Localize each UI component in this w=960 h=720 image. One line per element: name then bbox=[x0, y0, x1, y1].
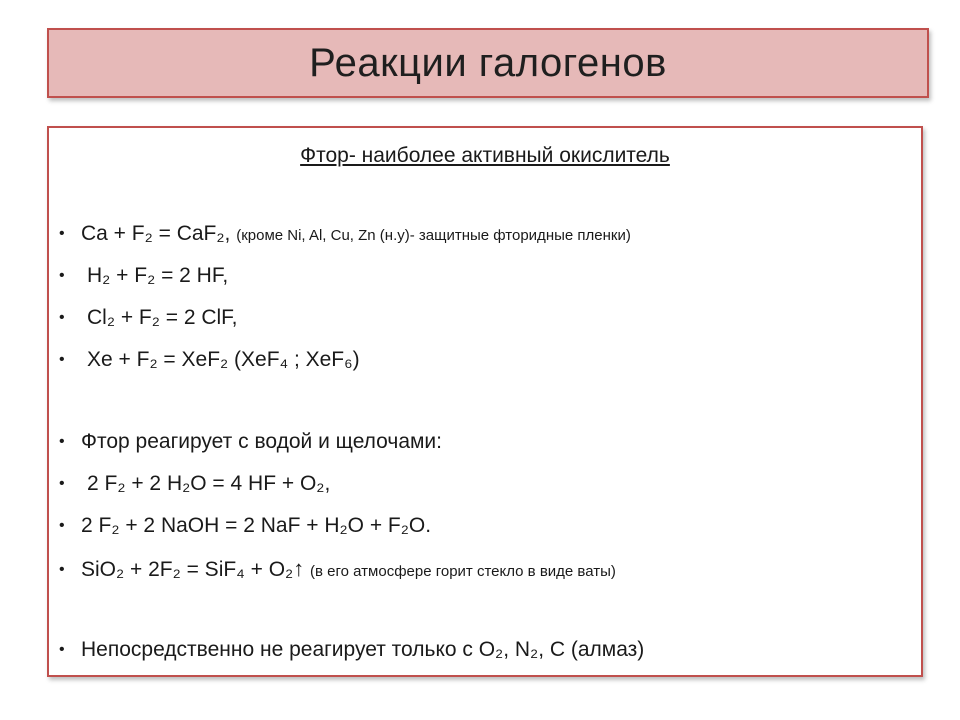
statement-text: Фтор реагирует с водой и щелочами: bbox=[81, 430, 442, 453]
bullet-item bbox=[59, 472, 911, 496]
bullet-item bbox=[59, 430, 911, 454]
bullet-item bbox=[59, 514, 911, 538]
section-heading: Фтор- наиболее активный окислитель bbox=[300, 144, 670, 167]
bullet-icon: • bbox=[59, 433, 65, 450]
bullet-icon: • bbox=[59, 561, 65, 578]
reaction-text: Cl₂ + F₂ = 2 ClF, bbox=[87, 306, 238, 329]
arrow-up-icon: ↑ bbox=[293, 556, 305, 581]
reaction-text: 2 F₂ + 2 H₂O = 4 HF + O₂, bbox=[87, 472, 331, 495]
bullet-icon: • bbox=[59, 225, 65, 242]
reaction-note: (в его атмосфере горит стекло в виде ваты) bbox=[310, 563, 616, 580]
bullet-icon: • bbox=[59, 517, 65, 534]
statement-text: Непосредственно не реагирует только с O₂, N₂, С (алмаз) bbox=[81, 638, 645, 661]
bullet-item bbox=[59, 556, 911, 582]
bullet-item bbox=[59, 348, 911, 372]
bullet-icon: • bbox=[59, 309, 65, 326]
title-banner bbox=[47, 28, 929, 98]
bullet-item bbox=[59, 264, 911, 288]
bullet-icon: • bbox=[59, 475, 65, 492]
bullet-item bbox=[59, 222, 911, 246]
bullet-icon: • bbox=[59, 641, 65, 658]
slide-title: Реакции галогенов bbox=[309, 40, 667, 85]
bullet-item bbox=[59, 306, 911, 330]
reaction-text: 2 F₂ + 2 NaOH = 2 NaF + H₂O + F₂O. bbox=[81, 514, 432, 537]
bullet-item bbox=[59, 638, 911, 662]
reaction-text: SiO₂ + 2F₂ = SiF₄ + O₂ bbox=[81, 558, 294, 581]
reaction-note: (кроме Ni, Al, Cu, Zn (н.у)- защитные фторидные пленки) bbox=[236, 227, 631, 244]
bullet-icon: • bbox=[59, 267, 65, 284]
reaction-text: Ca + F₂ = CaF₂, bbox=[81, 222, 231, 245]
reaction-text: H₂ + F₂ = 2 HF, bbox=[87, 264, 229, 287]
content-panel bbox=[47, 126, 923, 677]
bullet-icon: • bbox=[59, 351, 65, 368]
reaction-text: Xe + F₂ = XeF₂ (XeF₄ ; XeF₆) bbox=[87, 348, 360, 371]
